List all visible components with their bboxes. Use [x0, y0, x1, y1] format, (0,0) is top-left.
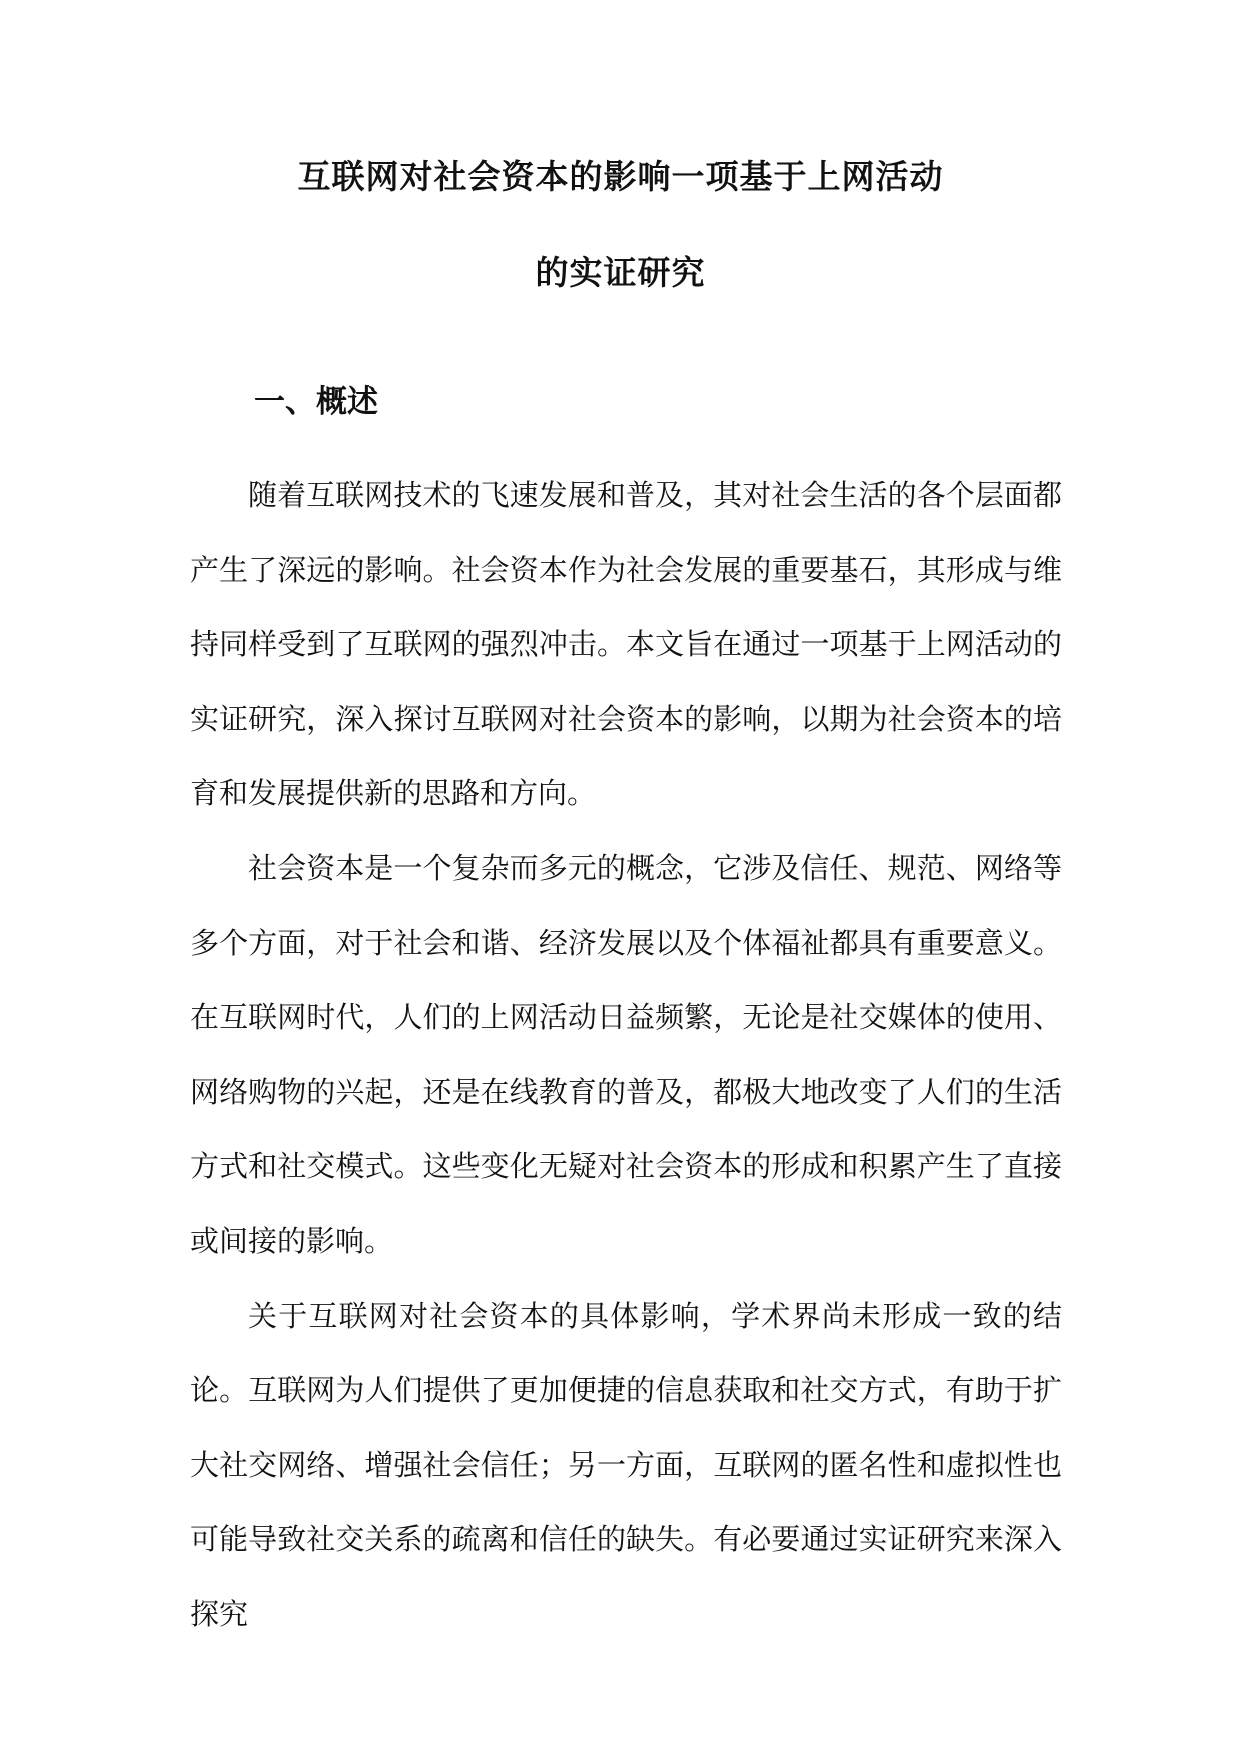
paragraph-2: 社会资本是一个复杂而多元的概念，它涉及信任、规范、网络等多个方面，对于社会和谐、经济发展以及个体福祉都具有重要意义。在互联网时代，人们的上网活动日益频繁，无论是社交媒体的使用、网络购物的兴起，还是在线教育的普及，都极大地改变了人们的生活方式和社交模式。这些变化无疑对社会资本的形成和积累产生了直接或间接的影响。	[190, 850, 1062, 1258]
document-title-line-2: 的实证研究	[535, 253, 706, 292]
document-title-line-1: 互联网对社会资本的影响一项基于上网活动	[297, 157, 944, 196]
paragraph-3: 关于互联网对社会资本的具体影响，学术界尚未形成一致的结论。互联网为人们提供了更加便捷的信息获取和社交方式，有助于扩大社交网络、增强社会信任；另一方面，互联网的匿名性和虚拟性也可能导致社交关系的疏离和信任的缺失。有必要通过实证研究来深入探究	[190, 1298, 1062, 1631]
section-heading-overview: 一、概述	[254, 384, 378, 420]
body-text	[190, 458, 1062, 1652]
paragraph-1: 随着互联网技术的飞速发展和普及，其对社会生活的各个层面都产生了深远的影响。社会资本作为社会发展的重要基石，其形成与维持同样受到了互联网的强烈冲击。本文旨在通过一项基于上网活动的实证研究，深入探讨互联网对社会资本的影响，以期为社会资本的培育和发展提供新的思路和方向。	[190, 478, 1062, 811]
